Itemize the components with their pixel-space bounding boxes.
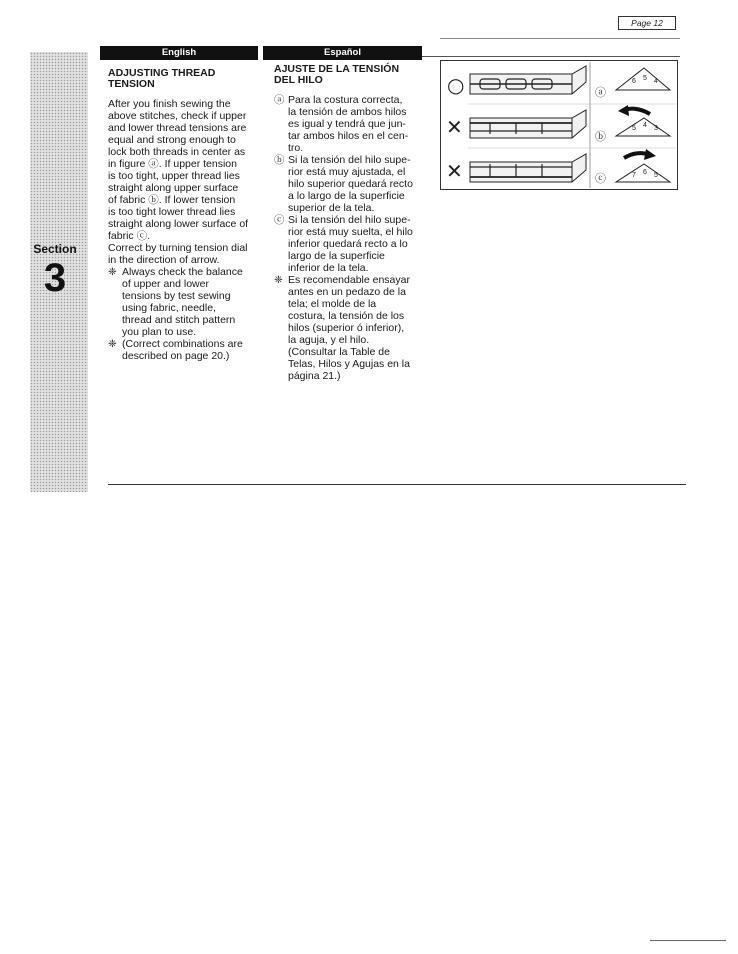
tension-dial-a xyxy=(616,68,670,90)
item-mark: ❈ xyxy=(274,274,283,286)
tension-dial-b xyxy=(616,118,670,136)
bullet-text: Always check the balance of upper and lower tensions by test sewing using fabric, needle, thread and stitch pattern you plan to use. xyxy=(122,266,243,338)
spanish-item xyxy=(274,274,426,382)
status-incorrect-icon: ✕ xyxy=(446,159,463,183)
item-text: Si la tensión del hilo supe- rior está muy suelta, el hilo inferior quedará recto a lo largo de la superficie inferior de la tela. xyxy=(288,214,413,274)
figure-label-c: ⓒ xyxy=(595,172,606,185)
figure-row-a xyxy=(447,66,670,99)
thread-tension-figure xyxy=(440,60,678,190)
item-text: Para la costura correcta, la tensión de ambos hilos es igual y tendrá que jun- tar ambos hilos en el cen- tro. xyxy=(288,94,409,154)
section-label: Section xyxy=(33,242,77,256)
english-bullet xyxy=(108,338,260,362)
dial-number: 6 xyxy=(632,78,636,85)
status-incorrect-icon: ✕ xyxy=(446,115,463,139)
dial-number: 4 xyxy=(643,122,647,129)
arrow-left-head-icon xyxy=(618,105,629,116)
dial-number: 6 xyxy=(643,169,647,176)
figure-label-b: ⓑ xyxy=(595,130,606,143)
bottom-rule xyxy=(108,484,686,485)
dial-number: 5 xyxy=(632,125,636,132)
item-text: Es recomendable ensayar antes en un pedazo de la tela; el molde de la costura, la tensión de los hilos (superior ó inferior), la aguja, y el hilo. (Consultar la Table de Telas, Hilos y Agujas en la página 21.) xyxy=(288,274,410,382)
header-rule xyxy=(422,56,680,57)
dial-number: 7 xyxy=(632,172,636,179)
top-rule xyxy=(440,38,680,39)
dial-number: 3 xyxy=(654,125,658,132)
corner-rule xyxy=(650,940,726,941)
spanish-item xyxy=(274,154,426,214)
bullet-mark: ❈ xyxy=(108,266,117,278)
spanish-item xyxy=(274,94,426,154)
bullet-mark: ❈ xyxy=(108,338,117,350)
fabric-stitch-b xyxy=(470,110,586,138)
item-mark: ⓑ xyxy=(274,154,285,166)
english-body: After you finish sewing the above stitches, check if upper and lower thread tensions are equal and strong enough to lock both threads in center as in figure ⓐ. If upper tension is too tight, upper thread lies straight along upper surface of fabric ⓑ. If lower tension is too tight lower thread lies straight along lower surface of fabric ⓒ. Correct by turning tension dial in the direction of arrow. xyxy=(108,98,249,266)
english-bullet xyxy=(108,266,260,338)
spanish-title: AJUSTE DE LA TENSIÓN DEL HILO xyxy=(274,63,400,86)
dial-number: 5 xyxy=(654,172,658,179)
spanish-item xyxy=(274,214,426,274)
item-text: Si la tensión del hilo supe- rior está muy ajustada, el hilo superior quedará recto a lo largo de la superficie superior de la tela. xyxy=(288,154,413,214)
item-mark: ⓐ xyxy=(274,94,285,106)
fabric-stitch-a xyxy=(470,66,586,94)
fabric-stitch-c xyxy=(470,154,586,182)
section-number: 3 xyxy=(43,256,67,300)
spanish-column xyxy=(274,64,426,382)
arrow-right-head-icon xyxy=(644,149,656,160)
figure-row-b xyxy=(446,105,670,143)
dial-number: 5 xyxy=(643,75,647,82)
tension-dial-c xyxy=(616,164,670,182)
dial-number: 4 xyxy=(654,78,658,85)
spanish-header: Español xyxy=(324,47,361,58)
page-number: Page 12 xyxy=(618,16,676,30)
item-mark: ⓒ xyxy=(274,214,285,226)
figure-row-c xyxy=(446,149,670,185)
english-title: ADJUSTING THREAD TENSION xyxy=(108,67,216,90)
english-column xyxy=(108,68,260,362)
english-header: English xyxy=(161,47,197,58)
status-correct-icon: ○ xyxy=(447,73,465,97)
bullet-text: (Correct combinations are described on page 20.) xyxy=(122,338,243,362)
figure-label-a: ⓐ xyxy=(595,86,606,99)
